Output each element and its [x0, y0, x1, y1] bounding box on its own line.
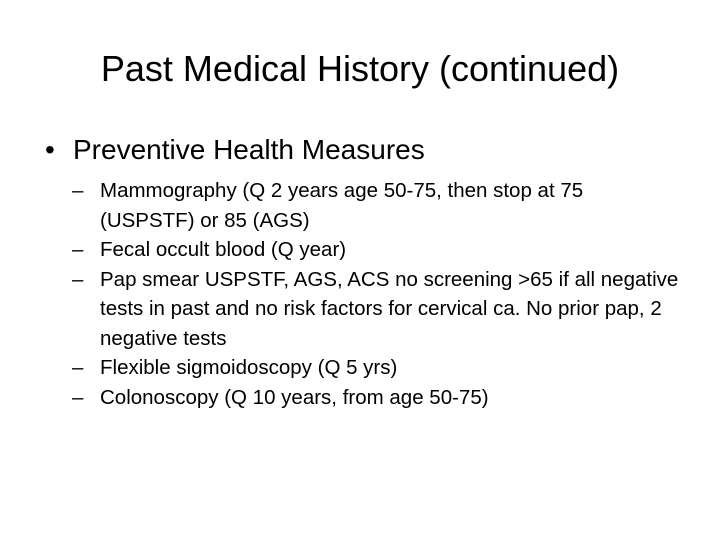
main-bullet-text: Preventive Health Measures — [73, 134, 425, 165]
sub-bullet-fecal-occult-blood — [72, 235, 682, 265]
dash-marker: – — [72, 356, 84, 379]
main-bullet — [45, 133, 685, 167]
dash-marker: – — [72, 179, 84, 202]
sub-bullet-colonoscopy — [72, 383, 682, 413]
slide-title: Past Medical History (continued) — [100, 48, 620, 89]
sub-bullet-pap-smear — [72, 265, 682, 354]
sub-bullet-mammography — [72, 176, 682, 235]
dash-marker: – — [72, 238, 84, 261]
sub-bullet-flexible-sigmoidoscopy — [72, 353, 682, 383]
sub-bullet-list — [72, 176, 682, 412]
bullet-marker: • — [45, 134, 55, 165]
dash-marker: – — [72, 385, 84, 409]
sub-bullet-text: Pap smear USPSTF, AGS, ACS no screening >65 if all negative tests in past and no risk factors for cervical ca. No prior pap, 2 negative tests — [100, 267, 679, 350]
sub-bullet-text: Flexible sigmoidoscopy (Q 5 yrs) — [100, 356, 398, 379]
sub-bullet-text: Fecal occult blood (Q year) — [100, 238, 347, 261]
sub-bullet-text: Colonoscopy (Q 10 years, from age 50-75) — [100, 385, 489, 409]
dash-marker: – — [72, 267, 84, 291]
sub-bullet-text: Mammography (Q 2 years age 50-75, then stop at 75 (USPSTF) or 85 (AGS) — [100, 179, 584, 232]
